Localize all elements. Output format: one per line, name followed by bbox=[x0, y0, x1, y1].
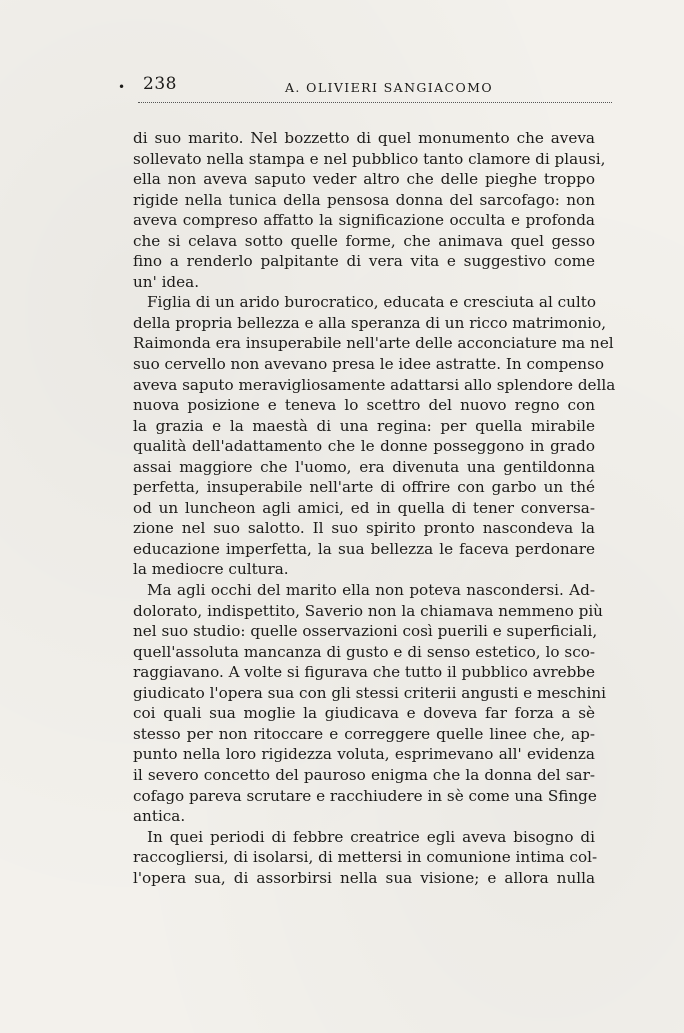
text-line: la grazia e la maestà di una regina: per quella mirabile bbox=[133, 416, 595, 435]
text-line: coi quali sua moglie la giudicava e doveva far forza a sè bbox=[133, 704, 595, 723]
page-number: 238 bbox=[143, 74, 177, 94]
text-line: cofago pareva scrutare e racchiudere in sè come una Sfinge bbox=[133, 786, 597, 805]
text-line: raggiavano. A volte si figurava che tutto il pubblico avrebbe bbox=[133, 663, 595, 682]
text-line: zione nel suo salotto. Il suo spirito pronto nascondeva la bbox=[133, 519, 595, 538]
text-line: od un luncheon agli amici, ed in quella di tener conversa- bbox=[133, 498, 595, 517]
text-line: qualità dell'adattamento che le donne posseggono in grado bbox=[133, 437, 595, 456]
header-bullet: • bbox=[118, 80, 126, 94]
text-line: perfetta, insuperabile nell'arte di offrire con garbo un thé bbox=[133, 478, 595, 497]
text-line: il severo concetto del pauroso enigma che la donna del sar- bbox=[133, 765, 595, 784]
text-line: Raimonda era insuperabile nell'arte delle acconciature ma nel bbox=[133, 334, 614, 353]
paragraph-start-line: Figlia di un arido burocratico, educata e cresciuta al culto bbox=[147, 293, 597, 312]
header-rule bbox=[138, 102, 612, 103]
text-line: della propria bellezza e alla speranza di un ricco matrimonio, bbox=[133, 313, 607, 332]
text-line: quell'assoluta mancanza di gusto e di senso estetico, lo sco- bbox=[133, 642, 595, 661]
text-line: sollevato nella stampa e nel pubblico tanto clamore di plausi, bbox=[133, 149, 606, 168]
text-line: educazione imperfetta, la sua bellezza le faceva perdonare bbox=[133, 539, 595, 558]
text-line: l'opera sua, di assorbirsi nella sua visione; e allora nulla bbox=[133, 868, 595, 887]
page-header bbox=[118, 74, 614, 104]
text-line: che si celava sotto quelle forme, che animava quel gesso bbox=[133, 231, 595, 250]
paragraph-start-line: In quei periodi di febbre creatrice egli aveva bisogno di bbox=[147, 827, 595, 846]
text-line: ella non aveva saputo veder altro che delle pieghe troppo bbox=[133, 170, 595, 189]
text-line: nel suo studio: quelle osservazioni così puerili e superficiali, bbox=[133, 622, 598, 641]
text-line: un' idea. bbox=[133, 272, 200, 291]
text-line: di suo marito. Nel bozzetto di quel monumento che aveva bbox=[133, 129, 595, 147]
paragraph-start-line: Ma agli occhi del marito ella non poteva nascondersi. Ad- bbox=[147, 581, 595, 600]
text-line: stesso per non ritoccare e correggere quelle linee che, ap- bbox=[133, 724, 595, 743]
text-line: punto nella loro rigidezza voluta, esprimevano all' evidenza bbox=[133, 745, 595, 764]
text-line: raccogliersi, di isolarsi, di mettersi in comunione intima col- bbox=[133, 848, 598, 867]
running-head: A. OLIVIERI SANGIACOMO bbox=[285, 80, 494, 95]
text-line: aveva saputo meravigliosamente adattarsi allo splendore della bbox=[133, 375, 616, 394]
text-line: fino a renderlo palpitante di vera vita e suggestivo come bbox=[133, 252, 595, 271]
text-line: antica. bbox=[133, 807, 186, 826]
text-line: assai maggiore che l'uomo, era divenuta una gentildonna bbox=[133, 457, 595, 476]
text-line: giudicato l'opera sua con gli stessi criterii angusti e meschini bbox=[133, 683, 606, 702]
text-line: rigide nella tunica della pensosa donna del sarcofago: non bbox=[133, 190, 595, 209]
body-text bbox=[133, 128, 616, 888]
text-line: aveva compreso affatto la significazione occulta e profonda bbox=[133, 211, 595, 230]
text-line: nuova posizione e teneva lo scettro del nuovo regno con bbox=[133, 396, 595, 415]
text-line: dolorato, indispettito, Saverio non la chiamava nemmeno più bbox=[133, 601, 603, 620]
text-line: la mediocre cultura. bbox=[133, 560, 289, 579]
text-line: suo cervello non avevano presa le idee astratte. In compenso bbox=[133, 355, 605, 374]
